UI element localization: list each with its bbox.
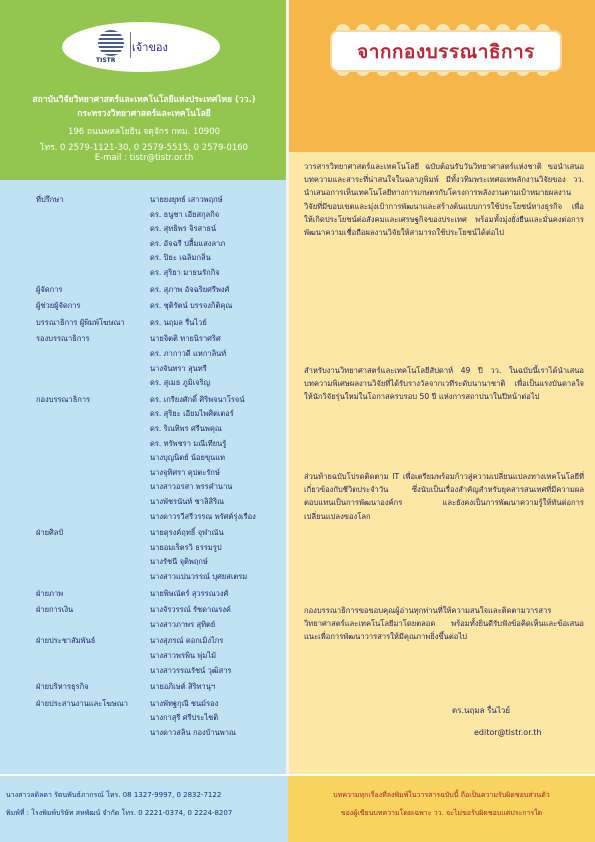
- staff-name: ดร. ชุติรัตน์ บรรจงกิติคุณ: [150, 301, 233, 311]
- staff-name: ดร. นฤมล รื่นไวย์: [150, 317, 207, 327]
- editorial-paragraph-3: ส่วนท้ายฉบับโปรดติดตาม IT เพื่อเตรียมพร้อมก้าวสู่ความเปลี่ยนแปลงทางเทคโนโลยีที่เกี่ยวข้องกับชีวิตประจำวัน ซึ่งนับเป็นเรื่องสำคัญสำหรับยุคสารสนเทศที่มีความผลตอบแทนเป็นการพัฒนาองค์กร และยังคงเป็นการพัฒนาความรู้ให้ทันต่อการเปลี่ยนแปลงของโลก: [304, 472, 584, 521]
- owner-label: เจ้าของ: [132, 41, 168, 54]
- staff-name: นายอมเร็ตรวิ ธรรมรูป: [150, 542, 222, 552]
- logo-text: TISTR: [96, 57, 116, 64]
- staff-role: ที่ปรึกษา: [36, 195, 64, 204]
- signature-email: editor@tistr.or.th: [474, 728, 542, 737]
- staff-name: ดร. ริณทิพร ศรีนพคุณ: [150, 424, 222, 433]
- staff-name: นายอภิเษต์ สิริทานุฯ: [150, 682, 216, 692]
- staff-name: นางสาวอรสา พรรคำนาน: [150, 482, 233, 492]
- staff-name: นางสาวรรณรัชน์ วุฒิสาร: [150, 665, 232, 675]
- staff-role: ผู้ช่วยผู้จัดการ: [36, 301, 81, 311]
- staff-name: ดร. ธนูชา เอียสกุลกิจ: [150, 209, 220, 219]
- tistr-logo-icon: [98, 30, 124, 56]
- staff-name: นางจัรวรรณ์ รัชดาณรงค์: [150, 605, 231, 615]
- footer-printer: พิมพ์ที่ : โรงพิมพ์บริษัท สหพัฒน์ จำกัด โทร. 0 2221-0374, 0 2224-8207: [6, 809, 233, 817]
- org-address: 196 ถนนพหลโยธิน จตุจักร กทม. 10900: [67, 127, 221, 137]
- staff-role: ผู้จัดการ: [36, 284, 63, 294]
- staff-role: รองบรรณาธิการ: [36, 334, 90, 344]
- staff-name: นายดุรงค์ฤทธิ์ จุฬาณัน: [150, 528, 224, 538]
- staff-name: นางจุทิศรา คุปตะรักษ์: [150, 467, 220, 477]
- staff-name: นายจิตติ ทายนิราศริศ: [150, 334, 221, 344]
- staff-role: กองบรรณาธิการ: [36, 394, 91, 404]
- staff-name: ดร. สุภาพ อัจฉริยศรีพงศ์: [150, 284, 230, 294]
- staff-name: นางสาวพรพิน พุ่มไม้: [150, 651, 217, 660]
- staff-name: นางพัชรนันท์ ชาลิสิริณ: [150, 497, 225, 506]
- staff-name: นางสาวแปนวรรณ์ บุศยสเตรม: [150, 572, 248, 581]
- staff-name: ดร. เกรียงศักดิ์ ศิริพจนาโรจน์: [150, 394, 245, 404]
- header-right-panel: [288, 0, 595, 152]
- staff-name: ดร. สุริยา มาธนรักกิจ: [150, 268, 220, 277]
- staff-name: นางรัชนี จุติพฤกษ์: [150, 557, 208, 567]
- staff-name: นางดาวสลิน กองบ้านพาณ: [150, 728, 236, 737]
- footer-contact: นางสาวลดิลดา รัตนพันธ์ภากรณ์ โทร. 08 1327-9997, 0 2832-7122: [6, 791, 222, 799]
- org-name: สถาบันวิจัยวิทยาศาสตร์และเทคโนโลยีแห่งประเทศไทย (วว.): [32, 95, 256, 105]
- staff-role: ฝ่ายประชาสัมพันธ์: [36, 636, 96, 646]
- editorial-paragraph-2: สำหรับงานวิทยาศาสตร์และเทคโนโลยีสัปดาห์ 49 ปี วว. ในฉบับนี้เราได้นำเสนอบทความพิเศษผลงานวิจัยที่ได้รับรางวัลจากเวทีระดับนานาชาติ เพื่อเป็นแรงบันดาลใจให้นักวิจัยรุ่นใหม่ในโอกาสครบรอบ 50 ปี แห่งการสถาปนาในปีหน้าต่อไป: [304, 366, 584, 402]
- staff-name: ดร. สุเมธ ภูมิเจริญ: [150, 378, 210, 388]
- staff-name: นางสาวภาพร สุทิตย์: [150, 619, 216, 629]
- staff-role: ฝ่ายภาพ: [36, 588, 64, 598]
- logo-separator: [130, 32, 131, 58]
- staff-role: ฝ่ายประสานงานและโฆษณา: [36, 698, 128, 708]
- signature-name: ดร.นฤมล รื่นไวย์: [452, 706, 511, 715]
- staff-name: นายยงยุทธ์ เสาวพฤกษ์: [150, 195, 223, 204]
- footer-disclaimer-1: บทความทุกเรื่องที่ลงพิมพ์ในวารสารฉบับนี้ ถือเป็นความรับผิดชอบส่วนตัว: [333, 791, 550, 799]
- staff-name: ดร. ทรัพชรา มณีเทียนรู้: [150, 438, 227, 448]
- editorial-panel: [288, 152, 595, 774]
- staff-name: นางบุญนิตย์ น้อยขุนแท: [150, 453, 225, 463]
- staff-name: ดร. ภากาวดี แหกาลินท์: [150, 349, 227, 358]
- staff-name: นางจันทรา สุนทรี: [150, 363, 207, 373]
- staff-name: นางพัทฐกุณี ชนม์รอง: [150, 698, 219, 708]
- staff-role: ฝ่ายการเงิน: [36, 605, 74, 615]
- staff-role: บรรณาธิการ ผู้พิมพ์โฆษณา: [36, 317, 125, 327]
- staff-role: ฝ่ายบริหารธุรกิจ: [36, 682, 89, 692]
- org-phone: โทร. 0 2579-1121-30, 0 2579-5515, 0 2579-0160: [39, 143, 249, 153]
- staff-name: ดร. สุทธิพร จิรสาธน์: [150, 224, 217, 234]
- editorial-paragraph-1: วารสารวิทยาศาสตร์และเทคโนโลยี ฉบับต้อนรับวันวิทยาศาสตร์แห่งชาติ ขอนำเสนอบทความและสาระที่น่าสนใจในฉลาภูพิมพ์ มีทั้งวทิมพระเทศอเทพลักงานวิจัยของ วว. นำเสนอการเห็นเทคโนโลยีทางการเกษตรกับโครงการพลังงานตามเป้าหมายผลงานวิจัยที่มีขอบเขตและมุ่งเป้าการพัฒนาและสร้างต้นแบบการใช้ประโยชน์ทางธุรกิจ เพื่อให้เกิดประโยชน์ต่อสังคมและเศรษฐกิจของประเทศ พร้อมทั้งมุ่งยั่งยืนและมั่นคงต่อการพัฒนาความเชื่อถือผลงานวิจัยให้สามารถใช้ประโยชน์ได้ต่อไป: [304, 162, 584, 238]
- staff-name: นางกาสุรี ศรีประไชติ: [150, 713, 219, 723]
- staff-name: ดร. สุริยะ เอียมไพศิตเตอร์: [150, 409, 234, 419]
- editorial-title: จากกองบรรณาธิการ: [357, 41, 535, 63]
- editorial-paragraph-4: กองบรรณาธิการขอขอบคุณผู้อ่านทุกท่านที่ให้ความสนใจและติดตามวารสารวิทยาศาสตร์และเทคโนโลยีมาโดยตลอด พร้อมทั้งยินดีรับฟังข้อคิดเห็นและข้อเสนอแนะเพื่อการพัฒนาวารสารให้มีคุณภาพยิ่งขึ้นต่อไป: [304, 606, 584, 642]
- staff-name: นายพิษณัตร์ สุวรรณวงศ์: [150, 588, 229, 598]
- org-email: E-mail : tistr@tistr.or.th: [94, 153, 194, 163]
- staff-name: ดร. อัจฉรี ปลื้มแสงลาภ: [150, 238, 226, 248]
- ministry-name: กระทรวงวิทยาศาสตร์และเทคโนโลยี: [77, 109, 211, 119]
- footer-disclaimer-2: ของผู้เขียนบทความโดยเฉพาะ วว. จะไม่ขอรับผิดชอบแต่ประการใด: [340, 809, 543, 817]
- staff-name: ดร. ปิยะ เฉลิมกลิ่น: [150, 253, 211, 263]
- staff-name: นางดาวรวีสรีวรรณ พรัศต์รุ่งเรือง: [150, 511, 256, 521]
- staff-name: นางสุภรณ์ ดอกเมิงไกร: [150, 636, 224, 646]
- staff-role: ฝ่ายศิลป์: [36, 528, 64, 538]
